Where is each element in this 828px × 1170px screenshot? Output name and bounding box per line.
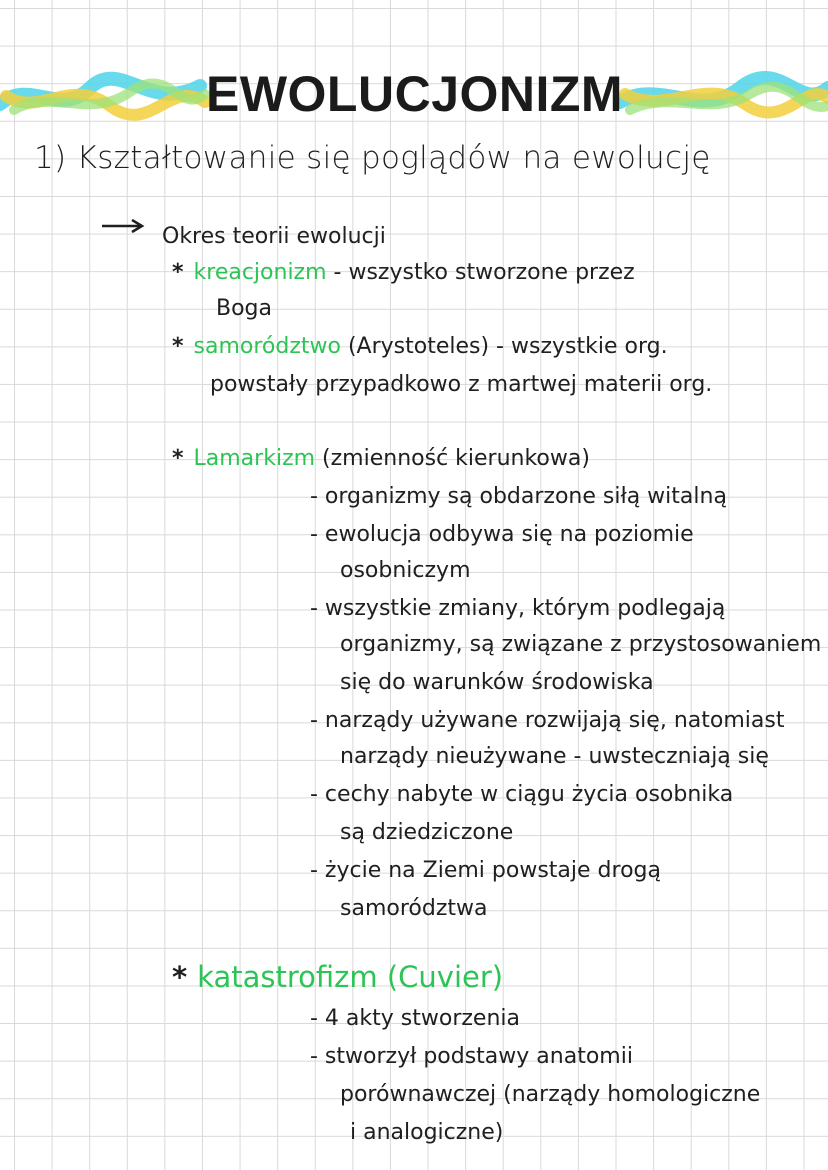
list-item-samorodztwo — [172, 334, 668, 359]
item-text: (zmienność kierunkowa) — [322, 446, 590, 471]
list-item-lamarkizm — [172, 446, 590, 471]
intro-text: Okres teorii ewolucji — [162, 224, 386, 249]
point-text: - wszystkie zmiany, którym podlegają — [310, 596, 726, 621]
point-text: samorództwa — [340, 896, 488, 921]
section-heading: 1) Kształtowanie się poglądów na ewolucję — [34, 140, 711, 176]
point-text: się do warunków środowiska — [340, 670, 654, 695]
term-katastrofizm: katastrofizm — [197, 960, 378, 994]
point-text: organizmy, są związane z przystosowaniem — [340, 632, 822, 657]
point-text: narządy nieużywane - uwsteczniają się — [340, 744, 769, 769]
point-text: - narządy używane rozwijają się, natomiast — [310, 708, 785, 733]
point-text: osobniczym — [340, 558, 471, 583]
point-text: - cechy nabyte w ciągu życia osobnika — [310, 782, 734, 807]
asterisk-icon: * — [172, 446, 184, 471]
point-text: porównawczej (narządy homologiczne — [340, 1082, 761, 1107]
item-text: - wszystko stworzone przez — [333, 260, 635, 285]
point-text: - 4 akty stworzenia — [310, 1006, 520, 1031]
list-item-katastrofizm — [172, 960, 503, 994]
term-kreacjonizm: kreacjonizm — [193, 260, 327, 285]
page-title: EWOLUCJONIZM — [206, 66, 624, 122]
term-lamarkizm: Lamarkizm — [193, 446, 316, 471]
list-item-kreacjonizm — [172, 260, 635, 285]
point-text: - ewolucja odbywa się na poziomie — [310, 522, 694, 547]
item-text: (Cuvier) — [386, 960, 504, 994]
point-text: - życie na Ziemi powstaje drogą — [310, 858, 661, 883]
item-text: (Arystoteles) - wszystkie org. — [347, 334, 668, 359]
asterisk-icon: * — [172, 334, 184, 359]
term-samorodztwo: samorództwo — [193, 334, 341, 359]
item-text: Boga — [216, 296, 272, 321]
point-text: - stworzył podstawy anatomii — [310, 1044, 633, 1069]
point-text: są dziedziczone — [340, 820, 514, 845]
arrow-right-icon — [100, 218, 150, 234]
point-text: - organizmy są obdarzone siłą witalną — [310, 484, 727, 509]
asterisk-icon: * — [172, 960, 188, 994]
point-text: i analogiczne) — [350, 1120, 504, 1145]
item-text: powstały przypadkowo z martwej materii org. — [210, 372, 713, 397]
asterisk-icon: * — [172, 260, 184, 285]
title-banner — [0, 58, 828, 136]
